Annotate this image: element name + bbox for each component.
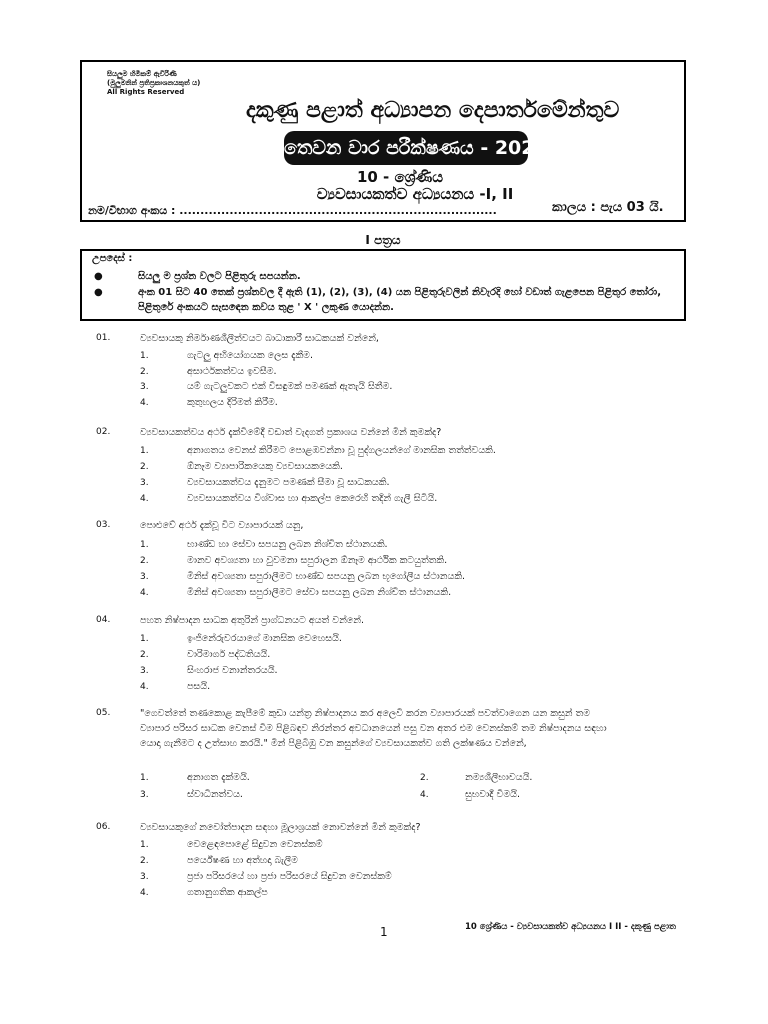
option-number: 2. — [140, 367, 149, 377]
bullet-icon: ● — [94, 287, 103, 298]
time-label: කාලය : පැය 03 යි. — [552, 200, 664, 215]
option-text: වෙළෙඳපොළේ සිදුවන වෙනස්කම් — [187, 839, 323, 850]
option-number: 1. — [140, 351, 149, 361]
option-number: 1. — [140, 446, 149, 456]
option-number: 4. — [140, 682, 149, 692]
option-number: 2. — [140, 556, 149, 566]
option-number: 4. — [420, 790, 429, 800]
option-text: ව්‍යවසායකත්වය විශ්වාස හා ආකල්ප කෙරෙහි තදින් ගැලී සිටියි. — [187, 493, 438, 504]
option-text: ප්‍රජා පරිසරයේ හා ප්‍රජා පරිසරයේ සිදුවන වෙනස්කම් — [187, 871, 392, 882]
question-number: 01. — [96, 333, 111, 343]
copyright-line: (මුලුමනින් ප්‍රතිප්‍රකාශනයකුත් ය) — [107, 79, 201, 87]
option-number: 1. — [140, 840, 149, 850]
option-text: පසයි. — [187, 681, 211, 692]
page-number: 1 — [380, 925, 388, 939]
option-number: 2. — [140, 650, 149, 660]
option-text: සුභවාදී වීමයි. — [465, 789, 521, 800]
copyright-line: සියලුම හිමිකම් ඇවිරිණි — [107, 70, 177, 78]
instruction-text: සියලු ම ප්‍රශ්න වලට පිළිතුරු සපයන්න. — [138, 271, 301, 282]
option-number: 4. — [140, 588, 149, 598]
option-number: 2. — [420, 773, 429, 783]
question-text: ව්‍යවසායකු නිර්මාණශීලීත්වයට බාධාකාරී සාධකයක් වන්නේ, — [140, 333, 379, 344]
option-text: භාණ්ඩ හා සේවා සපයනු ලබන නිශ්චිත ස්ථානයකි. — [187, 539, 388, 550]
bullet-icon: ● — [94, 271, 103, 282]
question-text: පහත නිෂ්පාදන සාධක අතුරින් ප්‍රාග්ධනයට අයත් වන්නේ. — [140, 615, 365, 626]
option-number: 4. — [140, 398, 149, 408]
question-number: 05. — [96, 708, 111, 718]
option-text: ස්වාධීනත්වය. — [187, 789, 243, 800]
department-title: දකුණු පළාත් අධ්‍යාපන දෙපාර්තමේන්තුව — [246, 98, 620, 123]
question-number: 04. — [96, 615, 111, 625]
option-text: වාරිමාර්ග පද්ධතියයි. — [187, 649, 271, 660]
question-text: "ගෙවත්තේ තණකොළ කැපීමේ කුඩා යන්ත්‍ර නිෂ්පාදනය කර අලෙවි කරන ව්‍යාපාරයක් පවත්වාගෙන යන කසුන් තම ව්‍යාපාර පරිසර සාධක වෙනස් වීම පිළිබඳව නිරන්තර අවධානයෙන් පසු වන අතර එම වෙනස්කම් තම නිෂ්පාදනය සඳහා යොදා ගැනීමට ද උත්සාහ කරයි." මින් පිළිබිඹු වන කසුන්ගේ ව්‍යවසායකත්ව ගති ලක්ෂණය වන්නේ, — [140, 708, 607, 749]
instruction-text: අංක 01 සිට 40 තෙක් ප්‍රශ්නවල දී ඇති (1), (2), (3), (4) යන පිළිතුරුවලින් නිවැරදි හෝ වඩාත් ගැළපෙන පිළිතුර තෝරා, පිළිතුරේ අංකයට සැසඳෙන කවය තුළ ' X ' ලකුණ යොදන්න. — [138, 287, 661, 313]
question-text: ව්‍යවසායකුගේ නවෝත්පාදන සඳහා මූලාශ්‍රයක් නොවන්නේ මින් කුමක්ද? — [140, 822, 421, 833]
option-text: අනාගත දැක්මයි. — [187, 772, 250, 783]
option-number: 3. — [140, 666, 149, 676]
option-text: පර්යේෂණ හා අත්හදා බැලීම — [187, 855, 299, 866]
option-text: කුතුහලය දිරිමත් කිරීම. — [187, 397, 278, 408]
option-number: 1. — [140, 773, 149, 783]
option-text: අසාර්ථකත්වය ඉවසීම. — [187, 366, 277, 377]
exam-banner: තෙවන වාර පරීක්ෂණය - 2020 — [284, 131, 528, 165]
option-number: 3. — [140, 790, 149, 800]
option-text: සිංහරාජ වනාන්තරයයි. — [187, 665, 278, 676]
option-text: මිනිස් අවශ්‍යතා සපුරාලීමට සේවා සපයනු ලබන නිශ්චිත ස්ථානයකි. — [187, 587, 452, 598]
option-text: නම්‍යශීලීභාවයයි. — [465, 772, 533, 783]
option-text: ගතානුගතික ආකල්ප — [187, 887, 268, 898]
grade-label: 10 - ශ්‍රේණිය — [356, 168, 444, 186]
option-number: 3. — [140, 572, 149, 582]
option-number: 1. — [140, 634, 149, 644]
option-number: 2. — [140, 856, 149, 866]
subject-label: ව්‍යවසායකත්ව අධ්‍යයනය -I, II — [316, 185, 514, 203]
part-heading: I පත්‍රය — [365, 233, 401, 247]
question-number: 06. — [96, 822, 111, 832]
option-number: 4. — [140, 494, 149, 504]
option-text: ඉංජිනේරුවරයාගේ මානසික වෙහෙසයි. — [187, 633, 342, 644]
option-text: ගැටලු අභියෝගයක ලෙස දැකීම. — [187, 350, 314, 361]
question-text: ව්‍යවසායකත්වය අර්ථ දැක්වීමේදී වඩාත් වැදගත් ප්‍රකාශය වන්නේ මින් කුමක්ද? — [140, 427, 442, 438]
option-text: අනාගතය වෙනස් කිරීමට පොළඹවන්නා වූ පුද්ගලයන්ගේ මානසික තත්ත්වයකි. — [187, 445, 496, 456]
option-text: මිනිස් අවශ්‍යතා සපුරාලීමට භාණ්ඩ සපයනු ලබන භූගෝලීය ස්ථානයකි. — [187, 571, 466, 582]
question-number: 03. — [96, 520, 111, 530]
footer-note: 10 ශ්‍රේණිය - ව්‍යවසායකත්ව අධ්‍යයනය I II - දකුණු පළාත — [465, 922, 676, 932]
copyright-notice — [107, 70, 217, 97]
question-number: 02. — [96, 427, 111, 437]
option-text: මානව අවශ්‍යතා හා වුවමනා සපුරාලන ඕනෑම ආර්ථික කටයුත්තකි. — [187, 555, 448, 566]
option-number: 3. — [140, 478, 149, 488]
name-index-field: නම/විභාග අංකය : ............................................................................ — [88, 204, 497, 217]
copyright-line: All Rights Reserved — [107, 88, 185, 96]
option-number: 3. — [140, 382, 149, 392]
option-number: 2. — [140, 462, 149, 472]
option-text: ව්‍යවසායකත්වය දැනුමට පමණක් සීමා වූ සාධකයකි. — [187, 477, 390, 488]
option-text: ඕනෑම ව්‍යාපාරිකයෙකු ව්‍යවසායකයෙකි. — [187, 461, 343, 472]
option-number: 3. — [140, 872, 149, 882]
question-text: පොළුවේ අර්ථ දැක්වූ විට ව්‍යාපාරයක් යනු, — [140, 520, 304, 531]
instructions-heading: උපදෙස් : — [92, 253, 133, 264]
option-number: 1. — [140, 540, 149, 550]
option-text: යම් ගැටලුවකට එක් විසඳුමක් පමණක් ඇතැයි සිතීම. — [187, 381, 393, 392]
option-number: 4. — [140, 888, 149, 898]
